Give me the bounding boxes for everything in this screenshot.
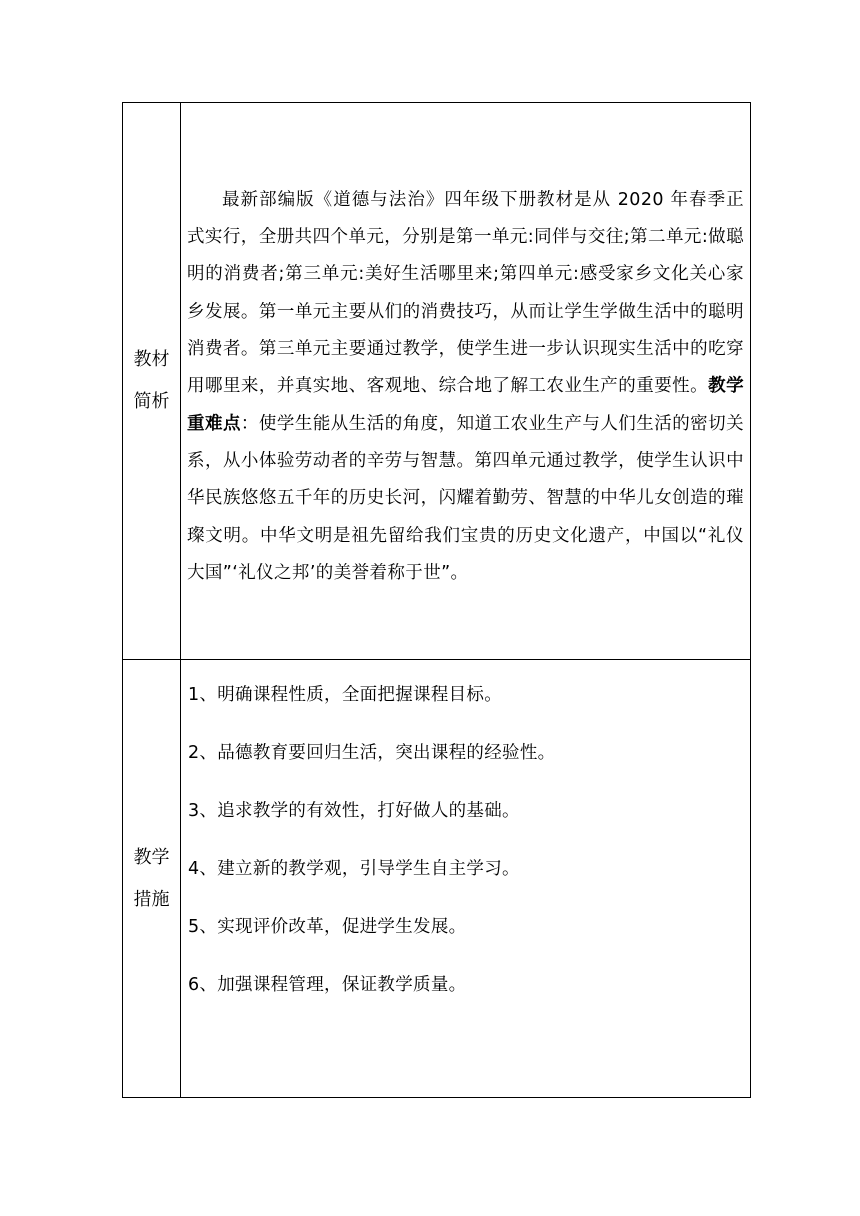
analysis-text-part2: 使学生能从生活的角度，知道工农业生产与人们生活的密切关系，从小体验劳动者的辛劳与智慧。第四单元通过教学，使学生认识中华民族悠悠五千年的历史长河，闪耀着勤劳、智慧的中华儿女创造的璀璨文明。中华文明是祖先留给我们宝贵的历史文化遗产，中国以“礼仪大国”‘礼仪之邦’的美誉着称于世”。 — [187, 413, 745, 583]
analysis-text-part1: 最新部编版《道德与法治》四年级下册教材是从 2020 年春季正式实行，全册共四个单元，分别是第一单元:同伴与交往;第二单元:做聪明的消费者;第三单元:美好生活哪里来;第四单元:感受家乡文化关心家乡发展。第一单元主要从们的消费技巧，从而让学生学做生活中的聪明消费者。第三单元主要通过教学，使学生进一步认识现实生活中的吃穿用哪里来，并真实地、客观地、综合地了解工农业生产的重要性。 — [187, 189, 744, 397]
measure-list — [181, 660, 750, 1027]
textbook-analysis-paragraph — [187, 182, 744, 592]
teaching-measures-label — [123, 660, 181, 1098]
label-line: 措施 — [133, 888, 170, 910]
label-line: 教学 — [133, 846, 170, 868]
teaching-measures-row — [123, 660, 751, 1098]
list-item: 1、明确课程性质，全面把握课程目标。 — [188, 685, 503, 705]
list-item: 5、实现评价改革，促进学生发展。 — [188, 917, 467, 937]
list-item: 6、加强课程管理，保证教学质量。 — [188, 975, 467, 995]
textbook-analysis-label — [123, 103, 181, 660]
key-points-label: 教学重难点 — [187, 376, 744, 434]
list-item: 3、追求教学的有效性，打好做人的基础。 — [188, 801, 520, 821]
textbook-analysis-row — [123, 103, 751, 660]
list-item: 4、建立新的教学观，引导学生自主学习。 — [188, 859, 520, 879]
label-line: 教材 — [133, 349, 170, 370]
plan-table — [122, 102, 751, 1098]
textbook-analysis-content — [181, 103, 751, 660]
teaching-measures-content — [181, 660, 751, 1098]
list-item: 2、品德教育要回归生活，突出课程的经验性。 — [188, 743, 556, 763]
label-line: 简析 — [133, 391, 170, 412]
key-points-colon: ： — [240, 413, 259, 434]
